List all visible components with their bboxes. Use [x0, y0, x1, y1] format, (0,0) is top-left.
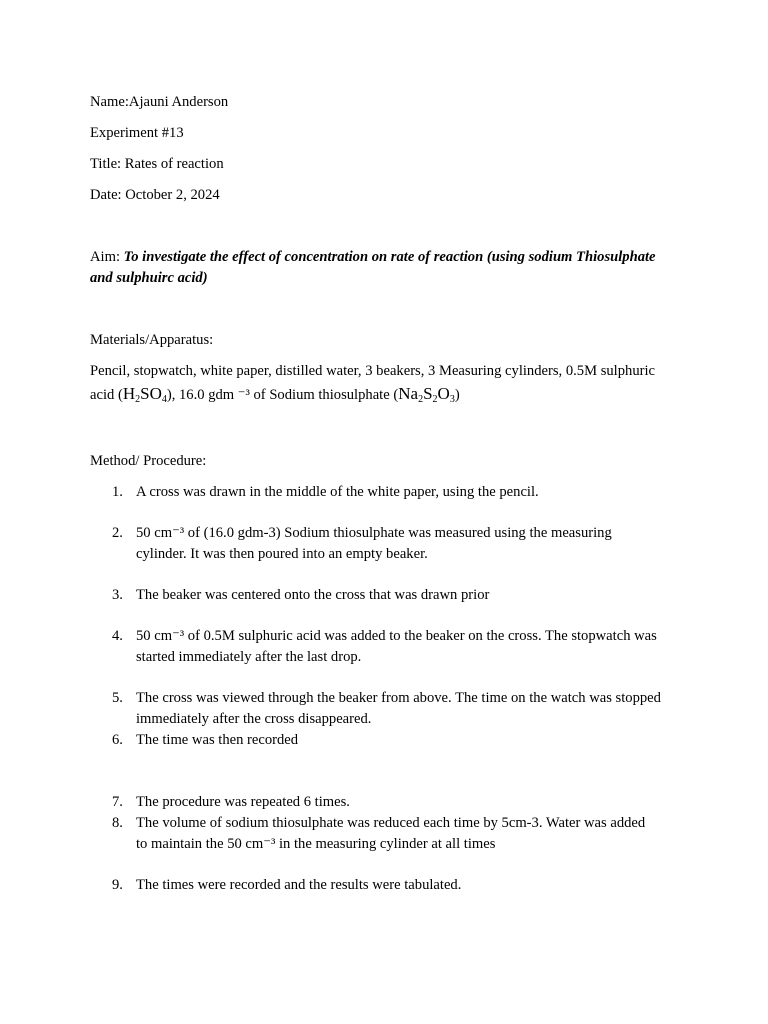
formula-element: H	[122, 384, 136, 403]
step-text: immediately after the cross disappeared.	[136, 711, 372, 727]
step-number: 2.	[112, 525, 123, 541]
aim-label: Aim:	[90, 249, 124, 265]
formula-element: Na	[398, 384, 419, 403]
materials-line-1: Pencil, stopwatch, white paper, distilled water, 3 beakers, 3 Measuring cylinders, 0.5M sulphuric	[90, 363, 656, 379]
experiment-date: Date: October 2, 2024	[90, 187, 220, 203]
materials-heading: Materials/Apparatus:	[90, 332, 214, 348]
sodium-thiosulphate-formula	[398, 384, 455, 403]
step-number: 9.	[112, 877, 123, 893]
aim-line-1	[90, 247, 656, 267]
formula-subscript: 2	[135, 394, 141, 405]
step-text: The time was then recorded	[136, 732, 299, 748]
step-text: 50 cm⁻³ of (16.0 gdm-3) Sodium thiosulphate was measured using the measuring	[136, 525, 612, 541]
experiment-title: Title: Rates of reaction	[90, 156, 224, 172]
method-heading: Method/ Procedure:	[90, 453, 207, 469]
formula-subscript: 2	[432, 394, 438, 405]
step-text: The times were recorded and the results were tabulated.	[136, 877, 462, 893]
step-number: 6.	[112, 732, 123, 748]
step-text: to maintain the 50 cm⁻³ in the measuring cylinder at all times	[136, 836, 496, 852]
aim-text-1: To investigate the effect of concentration on rate of reaction (using sodium Thiosulphate	[123, 249, 656, 265]
step-text: The cross was viewed through the beaker from above. The time on the watch was stopped	[136, 690, 661, 706]
step-text: 50 cm⁻³ of 0.5M sulphuric acid was added to the beaker on the cross. The stopwatch was	[136, 628, 657, 644]
step-number: 3.	[112, 587, 123, 603]
step-text: The beaker was centered onto the cross that was drawn prior	[136, 587, 490, 603]
step-text: The volume of sodium thiosulphate was reduced each time by 5cm-3. Water was added	[136, 815, 646, 831]
formula-subscript: 4	[161, 394, 167, 405]
step-number: 4.	[112, 628, 123, 644]
sulphuric-acid-formula	[123, 384, 167, 403]
step-text: cylinder. It was then poured into an empty beaker.	[136, 546, 428, 562]
experiment-number: Experiment #13	[90, 125, 184, 141]
step-number: 5.	[112, 690, 123, 706]
materials-line-2	[90, 384, 460, 407]
step-number: 7.	[112, 794, 123, 810]
aim-line-2: and sulphuirc acid)	[90, 270, 208, 286]
formula-subscript: 3	[449, 394, 455, 405]
formula-element: SO	[140, 384, 162, 403]
student-name: Name:Ajauni Anderson	[90, 94, 229, 110]
materials-acid-prefix: acid (	[90, 387, 123, 403]
step-text: The procedure was repeated 6 times.	[136, 794, 350, 810]
materials-middle-text: ), 16.0 gdm ⁻³ of Sodium thiosulphate (	[166, 387, 399, 403]
formula-subscript: 2	[418, 394, 424, 405]
step-text: started immediately after the last drop.	[136, 649, 362, 665]
step-number: 8.	[112, 815, 123, 831]
formula-element: O	[437, 384, 450, 403]
formula-element: S	[423, 384, 433, 403]
step-text: A cross was drawn in the middle of the white paper, using the pencil.	[136, 484, 539, 500]
materials-suffix: )	[454, 387, 460, 403]
step-number: 1.	[112, 484, 123, 500]
